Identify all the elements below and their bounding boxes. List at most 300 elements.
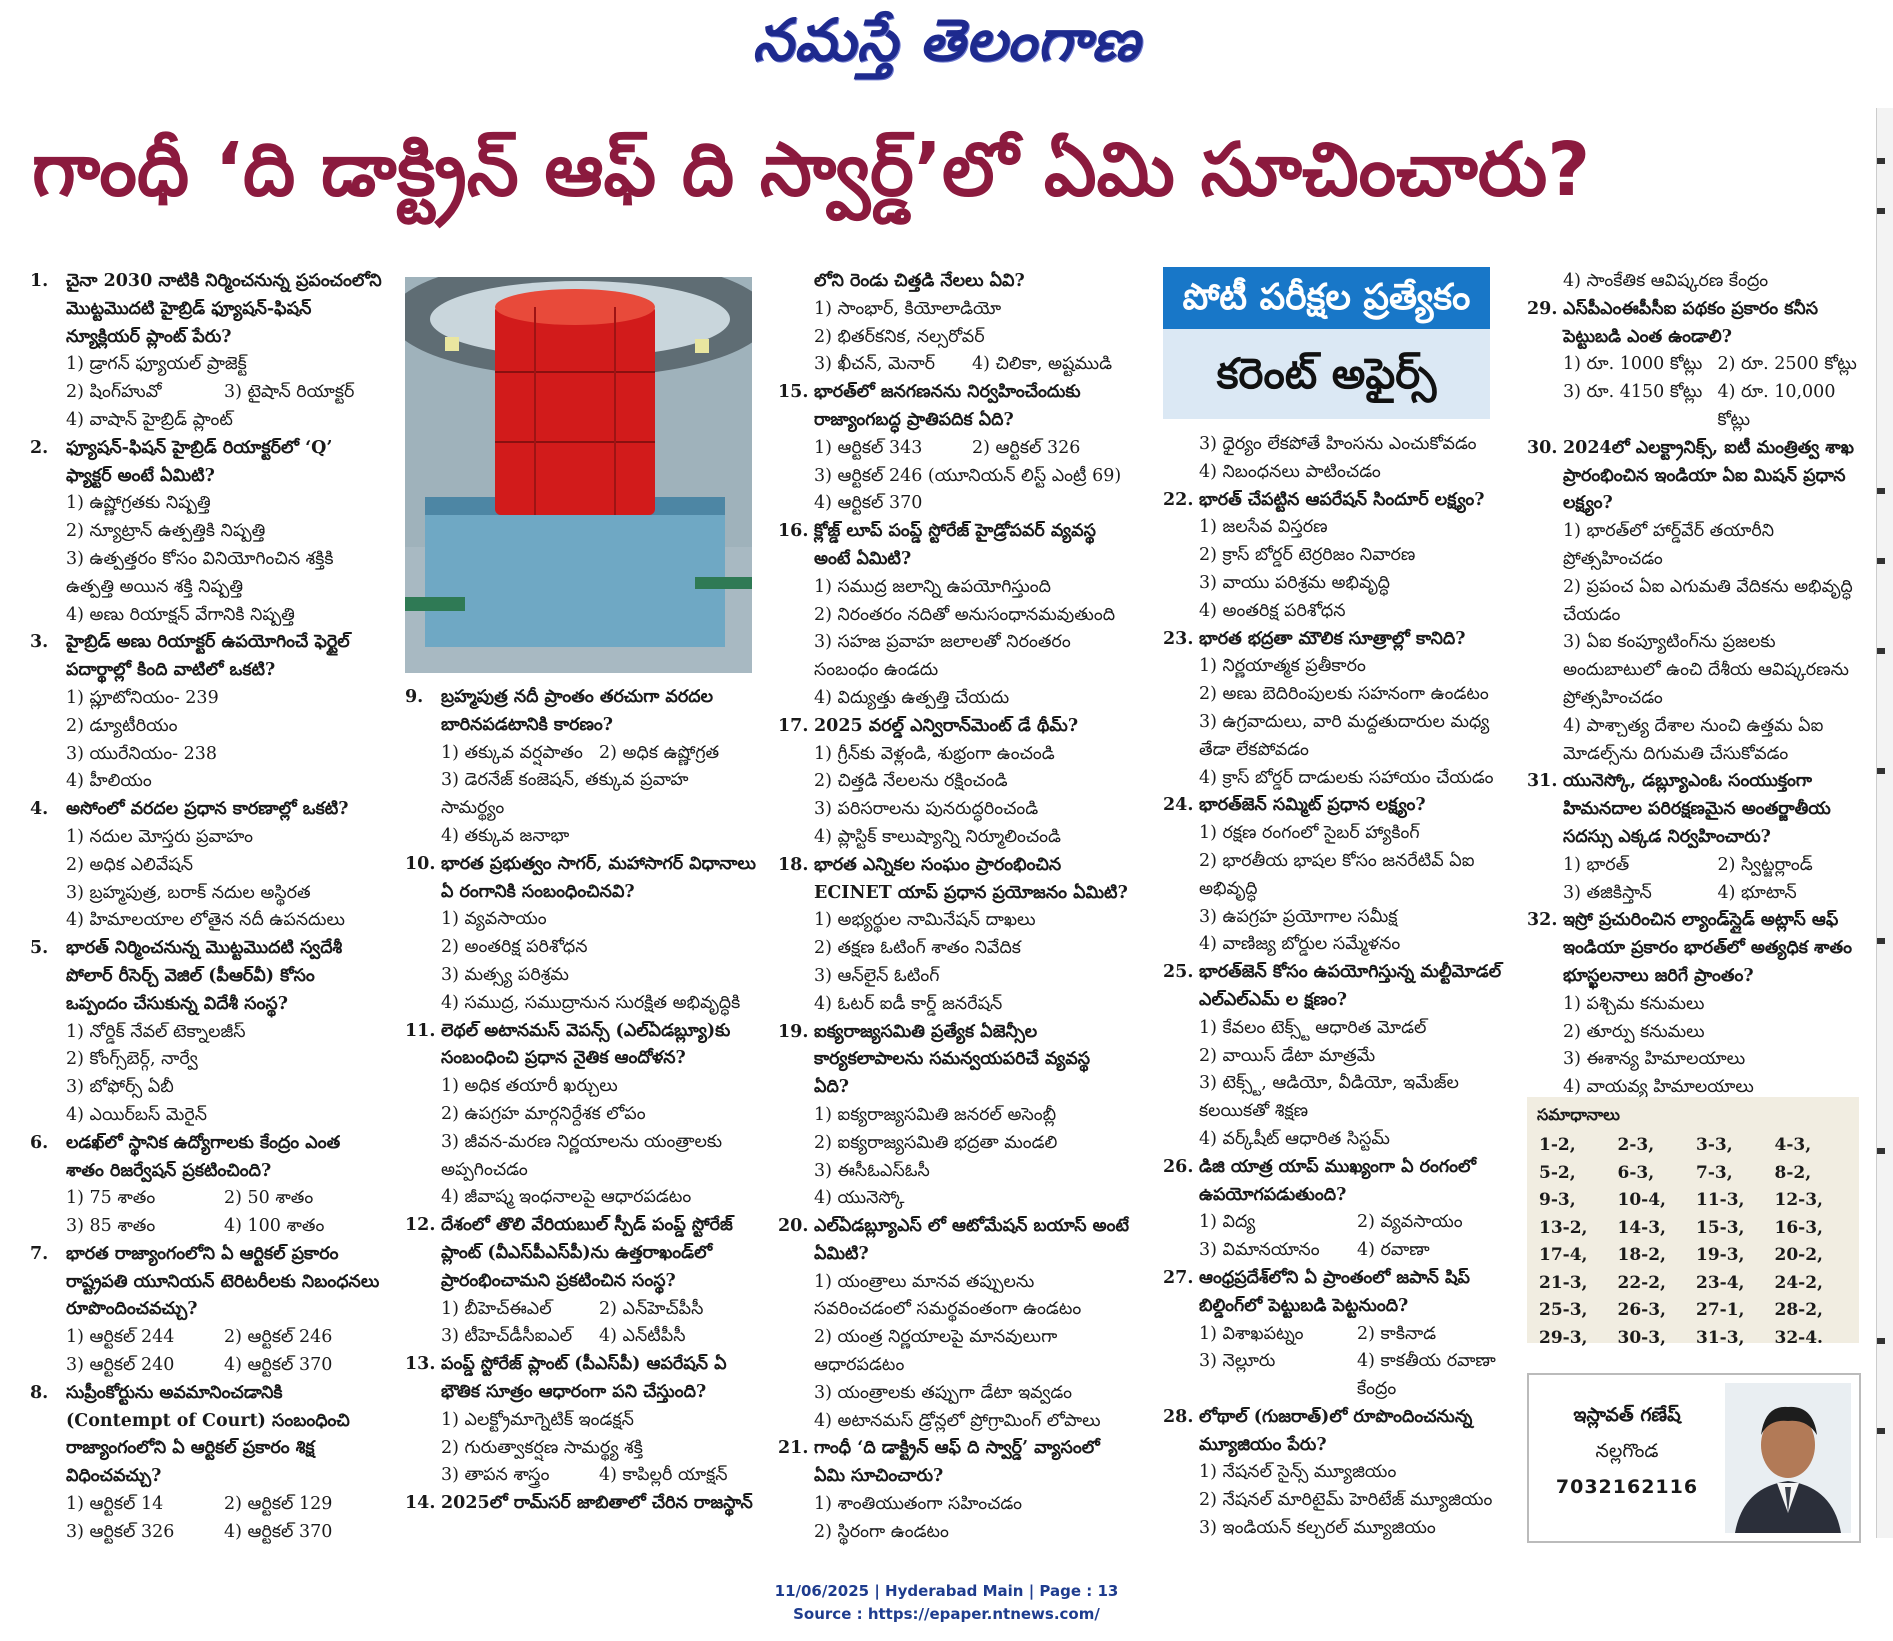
question-number: 16. (778, 521, 809, 542)
question (405, 1490, 757, 1518)
answer-item: 25-3, (1539, 1300, 1588, 1320)
option: 3) బోఫోర్స్ ఏబీ (66, 1077, 174, 1098)
option: 2) ఐక్యరాజ్యసమితి భద్రతా మండలి (814, 1132, 1058, 1153)
option: 3) యంత్రాలకు తప్పుగా డేటా ఇవ్వడం (814, 1382, 1072, 1403)
question (778, 379, 1130, 435)
question-text: బ్రహ్మపుత్ర నదీ ప్రాంతం తరచుగా వరదల బారినపడటానికి కారణం? (441, 687, 713, 735)
question (30, 435, 382, 491)
question (30, 1380, 382, 1491)
option: 4) తక్కువ జనాభా (441, 825, 570, 846)
option: 3) ఈశాన్య హిమాలయాలు (1563, 1049, 1746, 1070)
answers-box (1527, 1097, 1859, 1348)
question-text: భారత రాజ్యాంగంలోని ఏ ఆర్టికల్ ప్రకారం రాష్ట్రపతి యూనియన్ టెరిటరీలకు నిబంధనలు రూపొందించవచ్చు? (66, 1243, 380, 1320)
option: 1) ఆర్టికల్ 14 (66, 1494, 164, 1515)
option: 3) 85 శాతం (66, 1216, 156, 1237)
option: 1) గ్రీన్‌కు వెళ్లండి, శుభ్రంగా ఉంచండి (814, 743, 1055, 764)
option: 3) రూ. 4150 కోట్లు (1563, 382, 1703, 403)
answer-item: 11-3, (1696, 1190, 1745, 1210)
option: 4) పాశ్చాత్య దేశాల నుంచి ఉత్తమ ఏఐ మోడల్స్‌ను దిగుమతి చేసుకోవడం (1563, 715, 1824, 764)
question-number: 28. (1163, 1406, 1194, 1427)
answer-item: 23-4, (1696, 1272, 1745, 1293)
option: 2) కాకినాడ (1357, 1323, 1437, 1344)
answer-item: 3-3, (1696, 1135, 1733, 1155)
option: 2) ప్రపంచ ఏఐ ఎగుమతి వేదికను అభివృద్ధి చేయడం (1563, 576, 1853, 625)
question-number: 18. (778, 854, 809, 875)
option: 4) వాయవ్య హిమాలయాలు (1563, 1077, 1754, 1098)
option: 2) అణు బెదిరింపులకు సహనంగా ఉండటం (1199, 684, 1489, 705)
answer-item: 1-2, (1539, 1135, 1576, 1155)
option: 1) సముద్ర జలాన్ని ఉపయోగిస్తుంది (814, 576, 1051, 597)
question (30, 629, 382, 685)
answer-item: 7-3, (1696, 1162, 1733, 1183)
option: 2) స్విట్జర్లాండ్ (1717, 854, 1813, 875)
question-text: భారత్ చేపట్టిన ఆపరేషన్ సిందూర్ లక్ష్యం? (1199, 489, 1485, 510)
option: 1) ప్లూటోనియం- 239 (66, 687, 219, 708)
option: 1) రక్షణ రంగంలో సైబర్ హ్యాకింగ్ (1199, 823, 1420, 844)
question-text: లోథాల్ (గుజరాత్)లో రూపొందించనున్న మ్యూజియం పేరు? (1199, 1406, 1473, 1455)
option: 2) అధిక ఎలివేషన్ (66, 854, 194, 875)
answer-item: 29-3, (1539, 1327, 1588, 1348)
answer-item: 10-4, (1617, 1190, 1666, 1210)
answer-item: 19-3, (1696, 1245, 1745, 1265)
option: 1) అధిక తయారీ ఖర్చులు (441, 1076, 618, 1097)
question (405, 1018, 757, 1074)
option: 1) కేవలం టెక్స్ట్ ఆధారిత మోడల్ (1199, 1017, 1427, 1038)
option: 1) రూ. 1000 కోట్లు (1563, 354, 1703, 375)
answer-item: 30-3, (1617, 1327, 1666, 1348)
option: 4) క్రాస్ బోర్డర్ దాడులకు సహాయం చేయడం (1199, 767, 1494, 788)
option: 1) వ్యవసాయం (441, 909, 547, 930)
question (30, 1241, 382, 1324)
option: 1) ఆర్టికల్ 244 (66, 1327, 175, 1348)
option: 4) కాపిల్లరీ యాక్షన్ (599, 1465, 728, 1486)
question (1527, 296, 1872, 352)
question-text: గాంధీ ‘ది డాక్ట్రిన్ ఆఫ్ ది స్వార్డ్’ వ్యాసంలో ఏమి సూచించారు? (814, 1438, 1100, 1487)
answer-item: 2-3, (1617, 1135, 1655, 1155)
question (778, 1435, 1130, 1491)
option-pair (30, 1352, 382, 1380)
question-text: లడఖ్‌లో స్థానిక ఉద్యోగాలకు కేంద్రం ఎంత శాతం రిజర్వేషన్ ప్రకటించింది? (66, 1132, 341, 1181)
option: 2) డ్యూటీరియం (66, 715, 178, 736)
question-number: 30. (1527, 437, 1558, 458)
option: 2) ఆర్టికల్ 246 (224, 1327, 333, 1348)
option: 2) ఉపగ్రహ మార్గనిర్దేశక లోపం (441, 1103, 646, 1124)
question-text: క్లోజ్డ్ లూప్ పంప్డ్ స్టోరేజ్ హైడ్రోపవర్ వ్యవస్థ అంటే ఏమిటి? (814, 521, 1096, 569)
question-text: హైబ్రిడ్ అణు రియాక్టర్ ఉపయోగించే ఫెర్టైల్ పదార్థాల్లో కింది వాటిలో ఒకటి? (66, 632, 350, 681)
question (405, 1351, 757, 1407)
option: 3) జీవన-మరణ నిర్ణయాలను యంత్రాలకు అప్పగించడం (441, 1131, 723, 1180)
option-pair (30, 379, 382, 407)
question (1527, 907, 1872, 990)
question-text: చైనా 2030 నాటికి నిర్మించనున్న ప్రపంచంలోని మొట్టమొదటి హైబ్రిడ్ ఫ్యూషన్-ఫిషన్ న్యూక్లియర్ ప్లాంట్ పేరు? (66, 271, 382, 347)
option: 2) 50 శాతం (224, 1188, 314, 1209)
question-number: 5. (30, 938, 49, 959)
answer-item: 8-2, (1774, 1162, 1812, 1183)
special-title: కరెంట్ అఫైర్స్ (1216, 349, 1437, 398)
option: 2) వాయిస్ డేటా మాత్రమే (1199, 1045, 1376, 1066)
option: 1) నేషనల్ సైన్స్ మ్యూజియం (1199, 1462, 1397, 1483)
option: 2) భితర్‌కనిక, నల్సరోవర్ (814, 326, 985, 347)
question-text: ఆంధ్రప్రదేశ్‌లోని ఏ ప్రాంతంలో జపాన్ షిప్ బిల్డింగ్‌లో పెట్టుబడి పెట్టనుంది? (1199, 1267, 1470, 1316)
question (778, 1019, 1130, 1102)
question-number: 12. (405, 1215, 436, 1236)
option: 3) నెల్లూరు (1199, 1351, 1276, 1372)
option-pair (30, 1324, 382, 1352)
question (30, 1130, 382, 1186)
question-text: సుప్రీంకోర్టును అవమానించడానికి (Contempt of Court) సంబంధించి రాజ్యాంగంలోని ఏ ఆర్టికల్ ప్రకారం శిక్ష విధించవచ్చు? (66, 1382, 350, 1487)
option-pair (30, 1185, 382, 1213)
option: 2) తక్షణ ఓటింగ్ శాతం నివేదిక (814, 938, 1021, 959)
answer-item: 13-2, (1539, 1217, 1588, 1238)
question (1163, 959, 1515, 1015)
option: 3) ఉత్పత్తరం కోసం వినియోగించిన శక్తికి ఉత్పత్తి అయిన శక్తి నిష్పత్తి (66, 548, 334, 597)
option: 4) భూటాన్ (1717, 882, 1797, 903)
author-photo (1725, 1383, 1851, 1533)
question-number: 10. (405, 853, 436, 874)
question-number: 11. (405, 1020, 436, 1041)
question-text: దేశంలో తొలి వేరియబుల్ స్పీడ్ పంప్డ్ స్టోరేజ్ ప్లాంట్ (వీఎస్‌పీఎస్‌పీ)ను ఉత్తరాఖండ్‌లో ప్రారంభించామని ప్రకటించిన సంస్థ? (441, 1215, 733, 1291)
option: 1) భారత్‌లో హార్డ్‌వేర్ తయారీని ప్రోత్సహించడం (1563, 521, 1775, 569)
column-5 (1527, 268, 1872, 1102)
option: 4) వర్క్‌షీట్ ఆధారిత సిస్టమ్ (1199, 1128, 1390, 1149)
option: 4) ఆర్టికల్ 370 (224, 1521, 333, 1542)
option: 3) ఆర్టికల్ 246 (యూనియన్ లిస్ట్ ఎంట్రీ 69) (814, 465, 1122, 486)
option: 1) జలసేవ విస్తరణ (1199, 517, 1328, 538)
question-text: అసోంలో వరదల ప్రధాన కారణాల్లో ఒకటి? (66, 799, 349, 820)
option-pair (405, 1296, 757, 1324)
question-number: 19. (778, 1021, 809, 1042)
question-text: ఇస్రో ప్రచురించిన ల్యాండ్‌స్లైడ్ అట్లాస్ ఆఫ్ ఇండియా ప్రకారం భారత్‌లో అత్యధిక శాతం భూస్ఖలనాలు జరిగే ప్రాంతం? (1563, 910, 1852, 986)
footer-source: Source : https://epaper.ntnews.com/ (793, 1605, 1100, 1623)
question-number: 9. (405, 687, 424, 707)
option: 4) యునెస్కో (814, 1188, 905, 1209)
option: 3) విమానయానం (1199, 1240, 1320, 1261)
answer-item: 27-1, (1696, 1300, 1745, 1320)
option: 4) ఎయిర్‌బస్ మెరైన్ (66, 1104, 207, 1125)
option: 2) నేషనల్ మారిటైమ్ హెరిటేజ్ మ్యూజియం (1199, 1490, 1493, 1511)
question (1527, 435, 1872, 518)
question-number: 25. (1163, 962, 1194, 983)
option: 4) అణు రియాక్షన్ వేగానికి నిష్పత్తి (66, 604, 295, 625)
question-number: 3. (30, 632, 49, 653)
option: 4) వాషాన్ హైబ్రిడ్ ప్లాంట్ (66, 409, 233, 430)
question-number: 29. (1527, 298, 1558, 319)
option: 2) నిరంతరం నదితో అనుసంధానమవుతుంది (814, 604, 1116, 625)
option: 3) వాయు పరిశ్రమ అభివృద్ధి (1199, 572, 1391, 593)
footer-dateline: 11/06/2025 | Hyderabad Main | Page : 13 (774, 1582, 1119, 1600)
question-number: 7. (30, 1243, 49, 1264)
question-text: భారత ప్రభుత్వం సాగర్, మహాసాగర్ విధానాలు ఏ రంగానికి సంబంధించినవి? (441, 853, 756, 902)
option-pair (405, 740, 757, 768)
question (778, 1213, 1130, 1269)
option: 1) 75 శాతం (66, 1188, 156, 1209)
option: 3) ధైర్యం లేకపోతే హింసను ఎంచుకోవడం (1199, 434, 1477, 454)
footer (0, 1580, 1893, 1626)
option: 2) యంత్ర నిర్ణయాలపై మానవులుగా ఆధారపడటం (814, 1327, 1058, 1376)
option: 1) డ్రాగన్ ఫ్యూయల్ ప్రాజెక్ట్ (66, 354, 247, 375)
question (405, 1212, 757, 1295)
option-pair (30, 1491, 382, 1519)
option: 4) రవాణా (1357, 1240, 1430, 1261)
option: 4) ఎన్‌టీపీసీ (599, 1326, 686, 1347)
author-name: ఇస్లావత్ గణేష్ (1573, 1404, 1681, 1426)
option: 4) అంతరిక్ష పరిశోధన (1199, 600, 1346, 621)
option: 3) డెరనేజ్ కంజెషన్, తక్కువ ప్రవాహ సామర్థ్యం (441, 770, 689, 819)
question (1163, 1265, 1515, 1321)
question-number: 1. (30, 271, 49, 291)
answer-item: 31-3, (1696, 1327, 1745, 1348)
option: 1) నదుల మోస్తరు ప్రవాహం (66, 826, 254, 847)
question-number: 31. (1527, 771, 1558, 792)
option: 3) మత్స్య పరిశ్రమ (441, 964, 569, 985)
question (1163, 626, 1515, 654)
option: 1) యంత్రాలు మానవ తప్పులను సవరించడంలో సమర్థవంతంగా ఉండటం (814, 1271, 1082, 1320)
option: 1) ఉష్ణోగ్రతకు నిష్పత్తి (66, 493, 211, 514)
option: 2) కోంగ్స్‌బెర్గ్, నార్వే (66, 1049, 198, 1070)
option: 3) పరిసరాలను పునరుద్ధరించండి (814, 799, 1039, 820)
option-pair (778, 435, 1130, 463)
option-pair (1163, 1237, 1515, 1265)
question-number: 24. (1163, 795, 1194, 816)
option: 1) ఎలక్ట్రోమాగ్నెటిక్ ఇండక్షన్ (441, 1409, 634, 1430)
option: 3) యురేనియం- 238 (66, 743, 218, 764)
question-number: 23. (1163, 628, 1194, 649)
question (30, 935, 382, 1018)
option: 2) ఆర్టికల్ 326 (972, 437, 1081, 458)
option: 4) విద్యుత్తు ఉత్పత్తి చేయదు (814, 687, 1010, 708)
option: 4) సాంకేతిక ఆవిష్కరణ కేంద్రం (1563, 271, 1769, 291)
option-pair (1527, 852, 1872, 880)
option: 3) ఈసీఓఎస్ఓసీ (814, 1160, 930, 1181)
option: 1) తక్కువ వర్షపాతం (441, 742, 583, 763)
option: 2) ఎన్‌హెచ్‌పీసీ (599, 1298, 704, 1319)
option: 2) చిత్తడి నేలలను రక్షించండి (814, 771, 1008, 792)
answer-item: 6-3, (1617, 1162, 1655, 1183)
question-number: 21. (778, 1438, 809, 1459)
option: 1) బీహెచ్ఈఎల్ (441, 1298, 552, 1319)
question-text: డిజి యాత్ర యాప్ ముఖ్యంగా ఏ రంగంలో ఉపయోగపడుతుంది? (1199, 1156, 1476, 1205)
option: 4) ఆర్టికల్ 370 (814, 493, 923, 514)
question-text: భారత్‌జెన్ సమ్మిట్ ప్రధాన లక్ష్యం? (1199, 795, 1426, 816)
option: 2) న్యూట్రాన్ ఉత్పత్తికి నిష్పత్తి (66, 521, 266, 542)
answer-item: 21-3, (1539, 1272, 1588, 1293)
option-pair (405, 1462, 757, 1490)
option: 4) హీలియం (66, 771, 152, 792)
option: 3) బ్రహ్మపుత్ర, బరాక్ నదుల అస్థిరత (66, 882, 311, 903)
option: 1) అభ్యర్థుల నామినేషన్ దాఖలు (814, 910, 1036, 931)
special-tag: పోటీ పరీక్షల ప్రత్యేకం (1163, 267, 1490, 329)
answer-item: 28-2, (1774, 1300, 1823, 1320)
option: 2) స్థిరంగా ఉండటం (814, 1521, 949, 1542)
answer-item: 26-3, (1617, 1300, 1666, 1320)
option: 3) తజికిస్తాన్ (1563, 882, 1652, 903)
option-pair (1163, 1348, 1515, 1404)
question-number: 4. (30, 799, 49, 820)
option: 3) ఇండియన్ కల్చరల్ మ్యూజియం (1199, 1518, 1436, 1539)
option-pair (1163, 1209, 1515, 1237)
option: 4) హిమాలయాల లోతైన నదీ ఉపనదులు (66, 910, 345, 931)
headline: గాంధీ ‘ది డాక్ట్రిన్ ఆఫ్ ది స్వార్డ్’లో ఏమి సూచించారు? (32, 127, 1591, 213)
option: 1) శాంతియుతంగా సహించడం (814, 1494, 1022, 1515)
question-text: ఎస్‌పీఎంఈపీసీఐ పథకం ప్రకారం కనీస పెట్టుబడి ఎంత ఉండాలి? (1563, 298, 1818, 347)
question (778, 852, 1130, 908)
question-text: యునెస్కో, డబ్ల్యూఎంఓ సంయుక్తంగా హిమనదాల పరిరక్షణమైన అంతర్జాతీయ సదస్సు ఎక్కడ నిర్వహించారు? (1563, 771, 1831, 847)
answer-item: 32-4. (1774, 1327, 1823, 1348)
question (1163, 1154, 1515, 1210)
question (1163, 792, 1515, 820)
option: 3) తాపన శాస్త్రం (441, 1465, 550, 1486)
question-text: పంప్డ్ స్టోరేజ్ ప్లాంట్ (పీఎస్‌పీ) ఆపరేషన్ ఏ భౌతిక సూత్రం ఆధారంగా పని చేస్తుంది? (441, 1354, 727, 1402)
option: 4) ప్లాస్టిక్ కాలుష్యాన్ని నిర్మూలించండి (814, 826, 1061, 847)
answer-item: 14-3, (1617, 1217, 1666, 1238)
question-number: 26. (1163, 1156, 1194, 1177)
answers-grid (1527, 1132, 1859, 1352)
option: 3) టైషాన్ రియాక్టర్ (224, 382, 355, 403)
option: 4) జీవాష్మ ఇంధనాలపై ఆధారపడటం (441, 1187, 692, 1208)
answers-title: సమాధానాలు (1537, 1105, 1620, 1124)
question-text: లెథల్ అటానమస్ వెపన్స్ (ఎల్ఏడబ్ల్యూ)కు సంబంధించి ప్రధాన నైతిక ఆందోళన? (441, 1020, 731, 1069)
answer-item: 4-3, (1774, 1135, 1812, 1155)
option: 3) ఏఐ కంప్యూటింగ్‌ను ప్రజలకు అందుబాటులో ఉంచి దేశీయ ఆవిష్కరణను ప్రోత్సహించడం (1563, 632, 1849, 708)
question-number: 17. (778, 715, 809, 736)
option: 2) వ్యవసాయం (1357, 1212, 1463, 1233)
question-number: 2. (30, 437, 49, 458)
answer-item: 22-2, (1617, 1272, 1666, 1293)
option: 4) రూ. 10,000 కోట్లు (1717, 382, 1836, 430)
option: 3) ఖీచన్, మెనార్ (814, 354, 936, 375)
option: 3) టీహెచ్‌డీసీఐఎల్ (441, 1326, 573, 1347)
answer-item: 24-2, (1774, 1272, 1823, 1293)
question (30, 268, 382, 351)
option: 2) రూ. 2500 కోట్లు (1717, 354, 1857, 375)
question-number: 22. (1163, 489, 1194, 510)
question-number: 27. (1163, 1267, 1194, 1288)
option: 4) అటానమస్ డ్రోన్లలో ప్రోగ్రామింగ్ లోపాలు (814, 1410, 1101, 1431)
option: 1) భారత్ (1563, 854, 1630, 875)
option: 4) వాణిజ్య బోర్డుల సమ్మేళనం (1199, 934, 1401, 955)
option: 1) పశ్చిమ కనుమలు (1563, 993, 1705, 1014)
reactor-photo (405, 277, 752, 673)
option-pair (1163, 1321, 1515, 1349)
question-text: 2025 వరల్డ్ ఎన్విరాన్‌మెంట్ డే థీమ్? (814, 715, 1079, 736)
option: 1) నోర్డిక్ నేవల్ టెక్నాలజీస్ (66, 1021, 246, 1042)
answer-item: 5-2, (1539, 1162, 1576, 1183)
question-text: భారత్‌జెన్ కోసం ఉపయోగిస్తున్న మల్టీమోడల్ ఎల్ఎల్ఎమ్ ల క్షణం? (1199, 962, 1502, 1010)
answer-item: 9-3, (1539, 1190, 1576, 1210)
question-continuation: లోని రెండు చిత్తడి నేలలు ఏవి? (814, 271, 1025, 291)
question-number: 6. (30, 1132, 49, 1153)
option: 3) ఆర్టికల్ 326 (66, 1521, 175, 1542)
special-box (1163, 267, 1490, 419)
option: 3) ఆన్‌లైన్ ఓటింగ్ (814, 965, 940, 986)
option: 4) 100 శాతం (224, 1216, 325, 1237)
question-number: 8. (30, 1382, 49, 1403)
option: 3) టెక్స్ట్, ఆడియో, వీడియో, ఇమేజ్‌ల కలయికతో శిక్షణ (1199, 1073, 1459, 1122)
author-phone: 7032162116 (1555, 1476, 1699, 1498)
question-number: 20. (778, 1216, 809, 1237)
option: 3) ఆర్టికల్ 240 (66, 1355, 175, 1376)
option: 3) సహజ ప్రవాహ జలాలతో నిరంతరం సంబంధం ఉండదు (814, 632, 1071, 681)
option: 3) ఉపగ్రహ ప్రయోగాల సమీక్ష (1199, 906, 1398, 927)
option: 2) షింగ్‌హువో (66, 382, 162, 403)
question-number: 32. (1527, 910, 1558, 931)
adjacent-page-edge (1876, 108, 1893, 1538)
option: 2) తూర్పు కనుమలు (1563, 1021, 1705, 1042)
question (1527, 768, 1872, 851)
answer-item: 20-2, (1774, 1245, 1823, 1265)
option: 1) నిర్ణయాత్మక ప్రతీకారం (1199, 656, 1366, 677)
option: 2) భారతీయ భాషల కోసం జనరేటివ్ ఏఐ అభివృద్ధి (1199, 850, 1475, 899)
question-text: భారత్ నిర్మించనున్న మొట్టమొదటి స్వదేశీ పోలార్ రీసెర్చ్ వెజిల్ (పీఆర్‌వీ) కోసం ఒప్పందం చేసుకున్న విదేశీ సంస్థ? (66, 938, 343, 1014)
option: 1) ఐక్యరాజ్యసమితి జనరల్ అసెంబ్లీ (814, 1104, 1057, 1125)
question-text: భారత భద్రతా మౌలిక సూత్రాల్లో కానిది? (1199, 628, 1466, 649)
question-text: 2024లో ఎలక్ట్రానిక్స్, ఐటీ మంత్రిత్వ శాఖ ప్రారంభించిన ఇండియా ఏఐ మిషన్ ప్రధాన లక్ష్యం? (1563, 437, 1854, 514)
question-text: ఎల్ఏడబ్ల్యూఎస్ లో ఆటోమేషన్ బయాస్ అంటే ఏమిటి? (814, 1216, 1129, 1264)
column-3 (778, 268, 1130, 1547)
option-pair (30, 1213, 382, 1241)
option: 2) అధిక ఉష్ణోగ్రత (599, 742, 720, 763)
option-pair (30, 1519, 382, 1547)
option-pair (1527, 880, 1872, 908)
question-text: భారత్‌లో జనగణనను నిర్వహించేందుకు రాజ్యాంగబద్ధ ప్రాతిపదిక ఏది? (814, 382, 1081, 430)
column-2 (405, 684, 757, 1518)
option: 2) ఆర్టికల్ 129 (224, 1494, 333, 1515)
option: 1) సాంభార్, కియోలాడియో (814, 298, 1002, 319)
option: 2) గురుత్వాకర్షణ సామర్థ్య శక్తి (441, 1437, 643, 1458)
author-place: నల్లగొండ (1595, 1440, 1659, 1462)
option: 4) కాకతీయ రవాణా కేంద్రం (1357, 1351, 1496, 1400)
question-text: ఫ్యూషన్-ఫిషన్ హైబ్రిడ్ రియాక్టర్‌లో ‘Q’ ఫ్యాక్టర్ అంటే ఏమిటి? (66, 437, 333, 486)
question (778, 518, 1130, 574)
option: 1) విద్య (1199, 1212, 1256, 1233)
answer-item: 16-3, (1774, 1217, 1823, 1238)
option: 4) ఆర్టికల్ 370 (224, 1355, 333, 1376)
option: 1) ఆర్టికల్ 343 (814, 437, 923, 458)
option-pair (405, 1323, 757, 1351)
answer-item: 12-3, (1774, 1190, 1823, 1210)
option: 2) క్రాస్ బోర్డర్ టెర్రరిజం నివారణ (1199, 545, 1416, 566)
question-text: ఐక్యరాజ్యసమితి ప్రత్యేక ఏజెన్సీల కార్యకలాపాలను సమన్వయపరిచే వ్యవస్థ ఏది? (814, 1021, 1090, 1098)
question (1163, 1404, 1515, 1460)
column-1 (30, 268, 382, 1547)
option: 1) విశాఖపట్నం (1199, 1323, 1304, 1344)
answer-item: 18-2, (1617, 1245, 1666, 1265)
question (778, 713, 1130, 741)
question-text: 2025లో రామ్‌సర్ జాబితాలో చేరిన రాజస్థాన్ (441, 1493, 753, 1514)
question (30, 796, 382, 824)
question-number: 13. (405, 1354, 436, 1375)
answer-item: 15-3, (1696, 1217, 1745, 1238)
question-number: 15. (778, 382, 809, 403)
question (1163, 487, 1515, 515)
author-box (1527, 1373, 1861, 1543)
option: 4) నిబంధనలు పాటించడం (1199, 461, 1381, 482)
option: 4) చిలికా, అష్టముడి (972, 354, 1113, 375)
question-number: 14. (405, 1493, 436, 1514)
option: 3) ఉగ్రవాదులు, వారి మద్దతుదారుల మధ్య తేడా లేకపోవడం (1199, 711, 1490, 760)
question (405, 851, 757, 907)
option: 2) అంతరిక్ష పరిశోధన (441, 937, 588, 958)
option: 4) సముద్ర, సముద్రానున సురక్షిత అభివృద్ధికి (441, 992, 741, 1013)
option: 4) ఓటర్ ఐడీ కార్డ్ జనరేషన్ (814, 993, 1003, 1014)
option-pair (1527, 351, 1872, 379)
option-pair (778, 351, 1130, 379)
question-text: భారత ఎన్నికల సంఘం ప్రారంభించిన ECINET యాప్ ప్రధాన ప్రయోజనం ఏమిటి? (814, 854, 1128, 903)
column-4 (1163, 431, 1515, 1543)
answer-item: 17-4, (1539, 1245, 1588, 1265)
option-pair (1527, 379, 1872, 435)
masthead: నమస్తే తెలంగాణ (752, 6, 1141, 74)
